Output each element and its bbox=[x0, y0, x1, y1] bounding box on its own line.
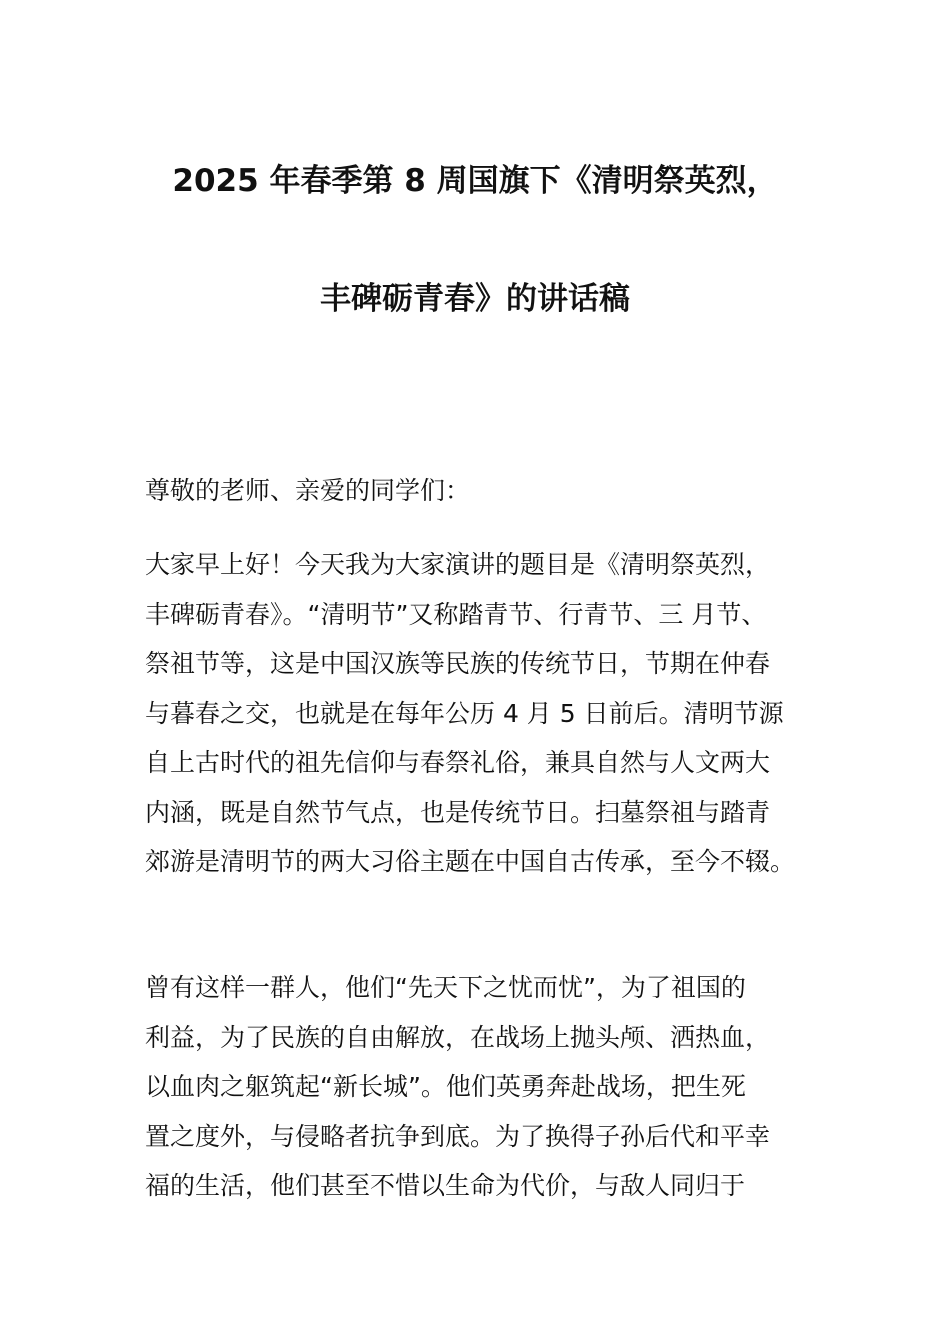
paragraph-line: 以血肉之躯筑起“新长城”。他们英勇奔赴战场，把生死 bbox=[145, 1072, 746, 1101]
paragraph-line: 福的生活，他们甚至不惜以生命为代价，与敌人同归于 bbox=[145, 1171, 746, 1200]
paragraph-line: 丰碑砺青春》。“清明节”又称踏青节、行青节、三 月节、 bbox=[145, 599, 767, 629]
paragraph-line: 置之度外，与侵略者抗争到底。为了换得子孙后代和平幸 bbox=[145, 1121, 771, 1151]
paragraph-line: 郊游是清明节的两大习俗主题在中国自古传承，至今不辍。 bbox=[145, 847, 796, 876]
paragraph-1 bbox=[145, 540, 845, 887]
document-title-line-2: 丰碑砺青春》的讲话稿 bbox=[320, 281, 630, 317]
paragraph-line: 利益，为了民族的自由解放，在战场上抛头颅、洒热血， bbox=[145, 1022, 771, 1052]
greeting bbox=[145, 466, 845, 516]
paragraph-line: 与暮春之交，也就是在每年公历 4 月 5 日前后。清明节源 bbox=[145, 698, 784, 728]
greeting-text: 尊敬的老师、亲爱的同学们： bbox=[145, 476, 471, 505]
document-title-line-1: 2025 年春季第 8 周国旗下《清明祭英烈， bbox=[172, 163, 778, 199]
paragraph-line: 曾有这样一群人，他们“先天下之忧而忧”，为了祖国的 bbox=[145, 973, 746, 1002]
paragraph-line: 内涵，既是自然节气点，也是传统节日。扫墓祭祖与踏青 bbox=[145, 797, 771, 827]
paragraph-line: 祭祖节等，这是中国汉族等民族的传统节日，节期在仲春 bbox=[145, 649, 771, 678]
paragraph-line: 自上古时代的祖先信仰与春祭礼俗，兼具自然与人文两大 bbox=[145, 748, 771, 777]
paragraph-2 bbox=[145, 963, 845, 1211]
paragraph-line: 大家早上好！今天我为大家演讲的题目是《清明祭英烈， bbox=[145, 550, 771, 579]
